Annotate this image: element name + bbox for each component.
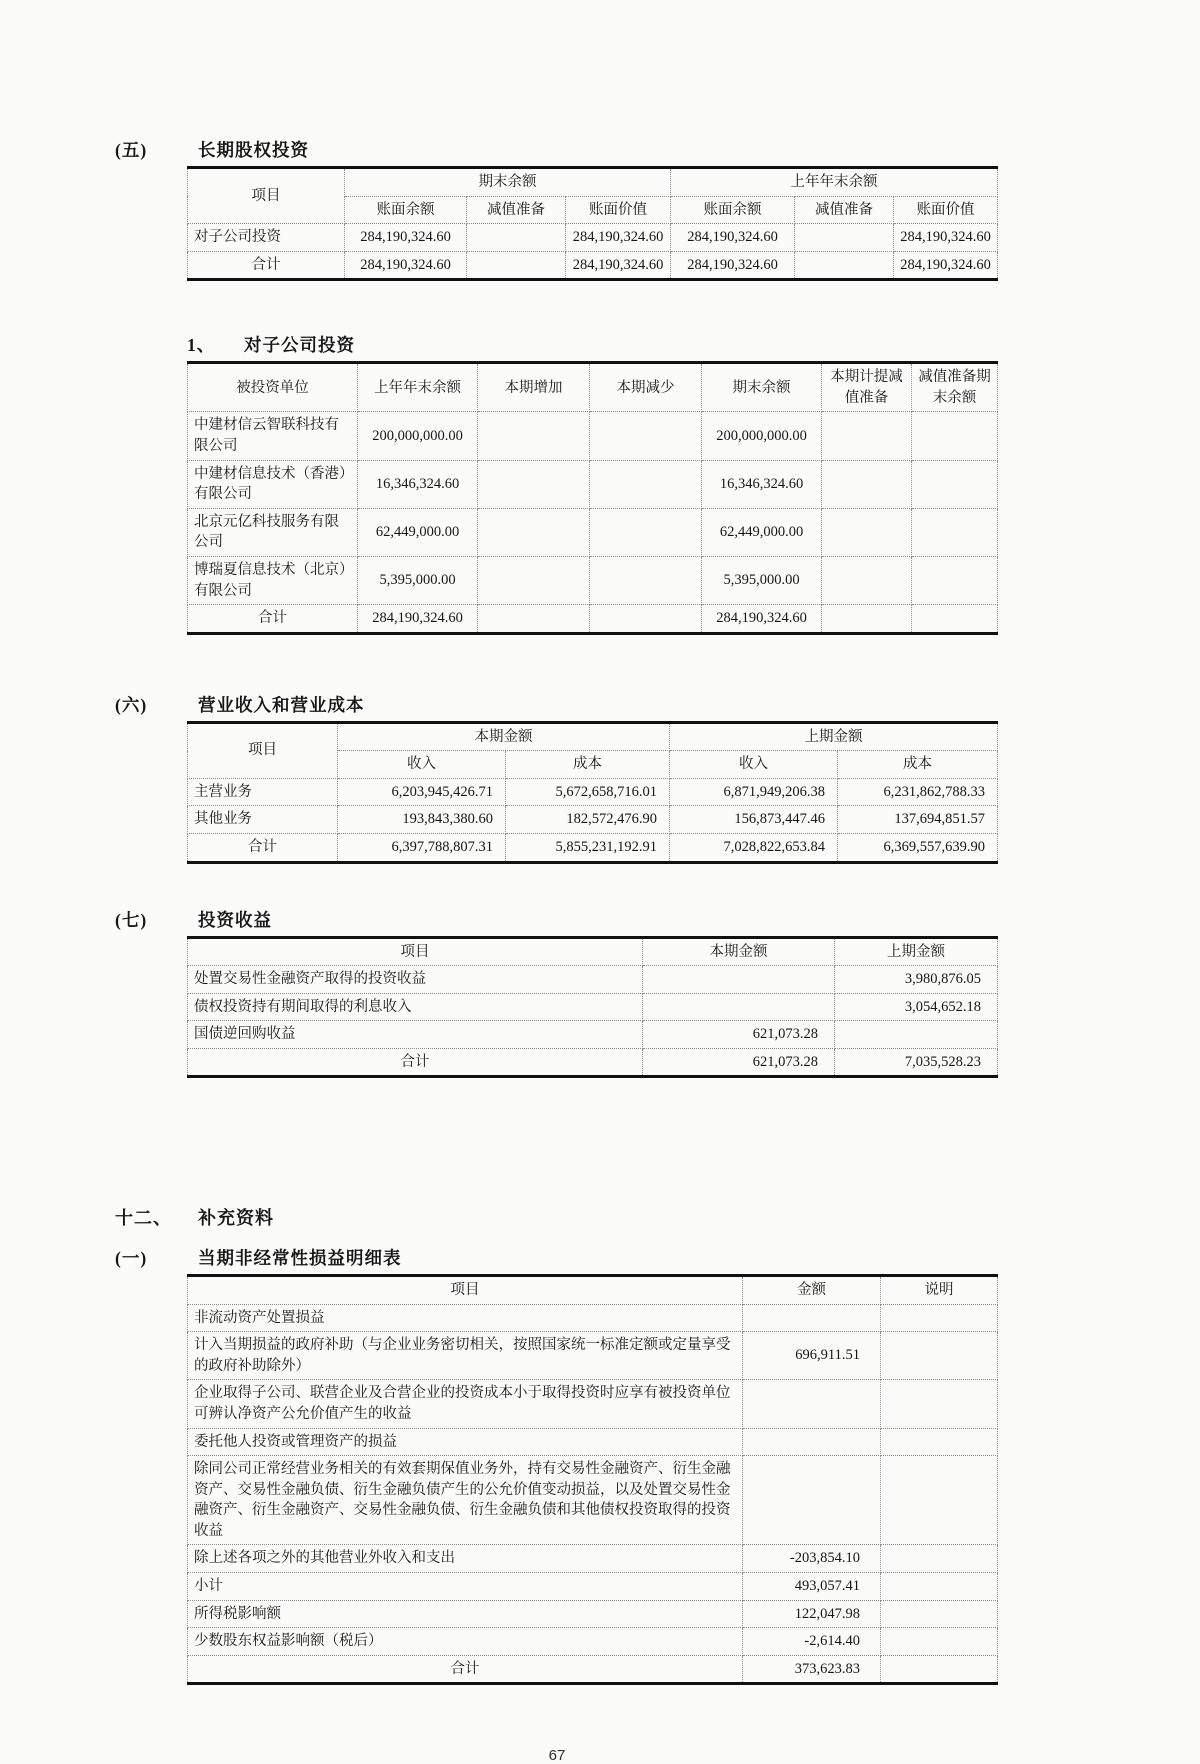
- section-12-title: 补充资料: [198, 1208, 274, 1229]
- table-row-total: [188, 833, 998, 862]
- table-row: [188, 1304, 998, 1332]
- row-label: 所得税影响额: [188, 1600, 743, 1628]
- col-header: 项目: [188, 1276, 743, 1305]
- cell-value: [912, 605, 998, 634]
- cell-value: 373,623.83: [743, 1655, 881, 1684]
- row-label: 计入当期损益的政府补助（与企业业务密切相关，按照国家统一标准定额或定量享受的政府补助除外）: [188, 1332, 743, 1380]
- table-row: [188, 1428, 998, 1456]
- page-number: 67: [548, 1747, 566, 1764]
- cell-value: [822, 460, 912, 508]
- col-group-header: 上期金额: [670, 722, 998, 751]
- cell-note: [881, 1456, 998, 1545]
- cell-value: 493,057.41: [743, 1572, 881, 1600]
- section-12-1-number: (一): [115, 1248, 148, 1269]
- cell-value: [912, 508, 998, 556]
- cell-value: [912, 556, 998, 604]
- cell-value: [822, 605, 912, 634]
- section-6: [0, 695, 1200, 864]
- col-header: 收入: [338, 751, 506, 779]
- cell-value: 5,855,231,192.91: [506, 833, 670, 862]
- cell-value: [912, 412, 998, 460]
- non-recurring-items-table: [187, 1274, 998, 1685]
- subsection-1-title: 对子公司投资: [244, 335, 355, 356]
- cell-value: 621,073.28: [643, 1048, 835, 1077]
- cell-value: 284,190,324.60: [358, 605, 478, 634]
- row-label: 中建材信息技术（香港）有限公司: [188, 460, 358, 508]
- cell-value: [590, 460, 702, 508]
- table-row: [188, 1332, 998, 1380]
- cell-note: [881, 1628, 998, 1656]
- cell-value: [590, 605, 702, 634]
- cell-value: [467, 224, 566, 252]
- cell-note: [881, 1655, 998, 1684]
- section-6-heading: [115, 695, 1200, 716]
- section-12-number: 十二、: [115, 1208, 172, 1229]
- row-label: 企业取得子公司、联营企业及合营企业的投资成本小于取得投资时应享有被投资单位可辨认净资产公允价值产生的收益: [188, 1380, 743, 1428]
- cell-value: 137,694,851.57: [838, 806, 998, 834]
- section-5-number: (五): [115, 140, 148, 160]
- cell-value: 5,672,658,716.01: [506, 778, 670, 806]
- table-row: [188, 412, 998, 460]
- table-row: [188, 1600, 998, 1628]
- cell-value: 284,190,324.60: [894, 251, 998, 280]
- subsection-1-heading: [187, 335, 1200, 356]
- cell-value: 284,190,324.60: [671, 224, 795, 252]
- row-label: 除上述各项之外的其他营业外收入和支出: [188, 1545, 743, 1573]
- col-header: 账面价值: [566, 196, 671, 224]
- cell-value: 6,871,949,206.38: [670, 778, 838, 806]
- section-12-1: [0, 1248, 1200, 1685]
- cell-value: 6,397,788,807.31: [338, 833, 506, 862]
- section-12-1-title: 当期非经常性损益明细表: [198, 1248, 402, 1269]
- cell-value: [835, 1021, 998, 1049]
- cell-value: [795, 224, 894, 252]
- row-label: 除同公司正常经营业务相关的有效套期保值业务外，持有交易性金融资产、衍生金融资产、交易性金融负债、衍生金融负债产生的公允价值变动损益，以及处置交易性金融资产、衍生金融资产、交易性金融负债、衍生金融负债和其他债权投资取得的投资收益: [188, 1456, 743, 1545]
- cell-value: -203,854.10: [743, 1545, 881, 1573]
- col-header: 减值准备: [467, 196, 566, 224]
- col-header: 本期金额: [643, 937, 835, 966]
- subsection-1-number: 1、: [187, 335, 216, 356]
- row-label: 合计: [188, 251, 345, 280]
- cell-value: 5,395,000.00: [702, 556, 822, 604]
- cell-value: 284,190,324.60: [671, 251, 795, 280]
- col-header: 账面价值: [894, 196, 998, 224]
- investment-income-table: [187, 936, 998, 1079]
- table-row: [188, 556, 998, 604]
- col-header: 账面余额: [345, 196, 467, 224]
- row-label: 处置交易性金融资产取得的投资收益: [188, 966, 643, 994]
- col-header: 减值准备期末余额: [912, 363, 998, 412]
- table-row: [188, 993, 998, 1021]
- table-row: [188, 460, 998, 508]
- cell-value: 6,231,862,788.33: [838, 778, 998, 806]
- cell-value: [743, 1428, 881, 1456]
- section-12-heading: [115, 1208, 1200, 1230]
- section-7-heading: [115, 910, 1200, 931]
- cell-value: -2,614.40: [743, 1628, 881, 1656]
- cell-note: [881, 1304, 998, 1332]
- col-header: 本期减少: [590, 363, 702, 412]
- cell-value: 284,190,324.60: [702, 605, 822, 634]
- cell-value: [822, 412, 912, 460]
- col-header: 项目: [188, 937, 643, 966]
- col-header: 成本: [838, 751, 998, 779]
- table-row: [188, 778, 998, 806]
- col-header: 项目: [188, 168, 345, 224]
- table-row-total: [188, 251, 998, 280]
- row-label: 小计: [188, 1572, 743, 1600]
- row-label: 北京元亿科技服务有限公司: [188, 508, 358, 556]
- section-6-number: (六): [115, 694, 148, 715]
- cell-value: [478, 508, 590, 556]
- cell-value: [795, 251, 894, 280]
- row-label: 少数股东权益影响额（税后）: [188, 1628, 743, 1656]
- row-label: 国债逆回购收益: [188, 1021, 643, 1049]
- cell-value: [478, 556, 590, 604]
- cell-value: 16,346,324.60: [702, 460, 822, 508]
- cell-value: 182,572,476.90: [506, 806, 670, 834]
- col-header: 上期金额: [835, 937, 998, 966]
- table-row: [188, 937, 998, 966]
- row-label: 对子公司投资: [188, 224, 345, 252]
- cell-note: [881, 1428, 998, 1456]
- row-label: 主营业务: [188, 778, 338, 806]
- table-row: [188, 224, 998, 252]
- table-row: [188, 363, 998, 412]
- cell-value: 3,980,876.05: [835, 966, 998, 994]
- row-label: 非流动资产处置损益: [188, 1304, 743, 1332]
- revenue-cost-table: [187, 721, 998, 864]
- row-label: 中建材信云智联科技有限公司: [188, 412, 358, 460]
- cell-value: 7,028,822,653.84: [670, 833, 838, 862]
- cell-value: 6,203,945,426.71: [338, 778, 506, 806]
- table-row: [188, 508, 998, 556]
- cell-value: 156,873,447.46: [670, 806, 838, 834]
- cell-value: 7,035,528.23: [835, 1048, 998, 1077]
- cell-note: [881, 1332, 998, 1380]
- cell-value: [478, 412, 590, 460]
- col-header: 成本: [506, 751, 670, 779]
- cell-value: 122,047.98: [743, 1600, 881, 1628]
- cell-value: [643, 966, 835, 994]
- section-5-heading: [115, 140, 1200, 161]
- cell-value: 62,449,000.00: [358, 508, 478, 556]
- section-5: [0, 140, 1200, 281]
- cell-value: 6,369,557,639.90: [838, 833, 998, 862]
- cell-value: 62,449,000.00: [702, 508, 822, 556]
- cell-value: [912, 460, 998, 508]
- cell-note: [881, 1380, 998, 1428]
- table-row: [188, 1628, 998, 1656]
- row-label: 债权投资持有期间取得的利息收入: [188, 993, 643, 1021]
- col-header: 期末余额: [702, 363, 822, 412]
- section-7-title: 投资收益: [198, 909, 272, 930]
- table-row: [188, 1545, 998, 1573]
- cell-value: 16,346,324.60: [358, 460, 478, 508]
- col-group-header: 本期金额: [338, 722, 670, 751]
- cell-value: 193,843,380.60: [338, 806, 506, 834]
- col-group-header: 上年年末余额: [671, 168, 998, 197]
- table-row: [188, 1276, 998, 1305]
- cell-value: 200,000,000.00: [702, 412, 822, 460]
- section-7: [0, 910, 1200, 1079]
- cell-value: 284,190,324.60: [566, 224, 671, 252]
- section-12-1-heading: [115, 1248, 1200, 1269]
- subsidiary-investment-table: [187, 361, 998, 634]
- cell-value: [643, 993, 835, 1021]
- cell-value: [743, 1380, 881, 1428]
- cell-value: 284,190,324.60: [566, 251, 671, 280]
- cell-value: [590, 412, 702, 460]
- cell-value: 3,054,652.18: [835, 993, 998, 1021]
- col-header: 收入: [670, 751, 838, 779]
- cell-value: [478, 460, 590, 508]
- section-7-number: (七): [115, 909, 148, 930]
- table-row: [188, 1021, 998, 1049]
- table-row: [188, 722, 998, 751]
- col-header: 上年年末余额: [358, 363, 478, 412]
- cell-value: [822, 556, 912, 604]
- col-group-header: 期末余额: [345, 168, 671, 197]
- table-row: [188, 806, 998, 834]
- cell-value: [590, 508, 702, 556]
- section-5-title: 长期股权投资: [198, 140, 309, 160]
- col-header: 本期增加: [478, 363, 590, 412]
- cell-value: 284,190,324.60: [894, 224, 998, 252]
- cell-value: 284,190,324.60: [345, 224, 467, 252]
- col-header: 账面余额: [671, 196, 795, 224]
- col-header: 减值准备: [795, 196, 894, 224]
- row-label: 委托他人投资或管理资产的损益: [188, 1428, 743, 1456]
- col-header: 本期计提减值准备: [822, 363, 912, 412]
- cell-value: 284,190,324.60: [345, 251, 467, 280]
- cell-note: [881, 1545, 998, 1573]
- table-row-total: [188, 1048, 998, 1077]
- cell-value: [478, 605, 590, 634]
- table-row-total: [188, 605, 998, 634]
- cell-value: [822, 508, 912, 556]
- row-label: 合计: [188, 1048, 643, 1077]
- cell-value: 5,395,000.00: [358, 556, 478, 604]
- table-row: [188, 1380, 998, 1428]
- table-row: [188, 168, 998, 197]
- row-label: 其他业务: [188, 806, 338, 834]
- col-header: 金额: [743, 1276, 881, 1305]
- col-header: 项目: [188, 722, 338, 778]
- row-label: 合计: [188, 605, 358, 634]
- col-header: 说明: [881, 1276, 998, 1305]
- col-header: 被投资单位: [188, 363, 358, 412]
- long-term-equity-table: [187, 166, 998, 281]
- subsection-1: [0, 335, 1200, 634]
- table-row: [188, 1572, 998, 1600]
- row-label: 合计: [188, 833, 338, 862]
- cell-note: [881, 1572, 998, 1600]
- section-6-title: 营业收入和营业成本: [198, 694, 365, 715]
- cell-note: [881, 1600, 998, 1628]
- cell-value: 621,073.28: [643, 1021, 835, 1049]
- cell-value: [467, 251, 566, 280]
- cell-value: 696,911.51: [743, 1332, 881, 1380]
- table-row: [188, 966, 998, 994]
- cell-value: [743, 1304, 881, 1332]
- cell-value: 200,000,000.00: [358, 412, 478, 460]
- row-label: 博瑞夏信息技术（北京）有限公司: [188, 556, 358, 604]
- table-row-total: [188, 1655, 998, 1684]
- table-row: [188, 1456, 998, 1545]
- cell-value: [590, 556, 702, 604]
- row-label: 合计: [188, 1655, 743, 1684]
- cell-value: [743, 1456, 881, 1545]
